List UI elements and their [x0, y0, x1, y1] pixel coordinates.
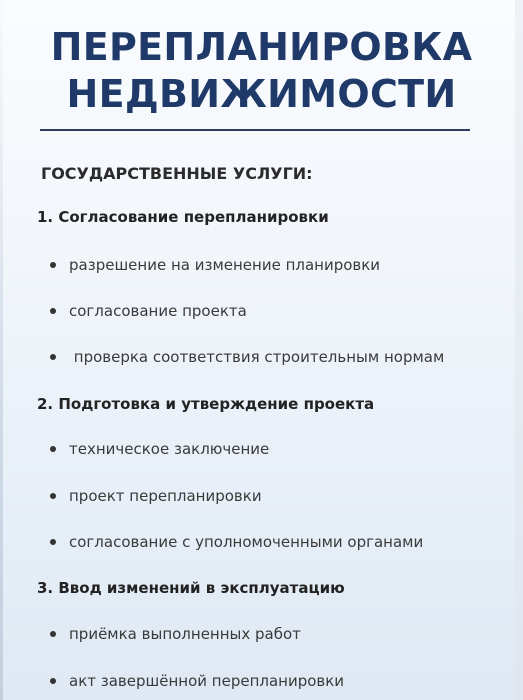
list-item: [50, 346, 444, 368]
list-item: [50, 438, 269, 460]
list-item: [50, 300, 247, 322]
list-item: [50, 670, 344, 692]
bullet-icon: [50, 631, 56, 637]
list-item: [50, 623, 301, 645]
group-title-approval: 1. Согласование перепланировки: [37, 208, 329, 226]
title-line-2: НЕДВИЖИМОСТИ: [66, 72, 457, 116]
title-line-1: ПЕРЕПЛАНИРОВКА: [50, 25, 473, 69]
group-title-commissioning: 3. Ввод изменений в эксплуатацию: [37, 579, 345, 597]
list-item-text: проверка соответствия строительным нормам: [69, 348, 445, 366]
bullet-icon: [50, 539, 56, 545]
list-item-text: разрешение на изменение планировки: [69, 256, 381, 274]
list-item-text: акт завершённой перепланировки: [69, 672, 345, 690]
bullet-icon: [50, 493, 56, 499]
page-title: [0, 24, 523, 118]
list-item: [50, 485, 262, 507]
list-item-text: приёмка выполненных работ: [69, 625, 301, 643]
bullet-icon: [50, 446, 56, 452]
list-item-text: согласование с уполномоченными органами: [69, 533, 424, 551]
group-title-project: 2. Подготовка и утверждение проекта: [37, 395, 375, 413]
list-item-text: техническое заключение: [69, 440, 270, 458]
list-item-text: проект перепланировки: [69, 487, 262, 505]
bullet-icon: [50, 308, 56, 314]
list-item: [50, 531, 423, 553]
bullet-icon: [50, 262, 56, 268]
title-divider: [40, 129, 470, 131]
list-item-text: согласование проекта: [69, 302, 247, 320]
bullet-icon: [50, 354, 56, 360]
bullet-icon: [50, 678, 56, 684]
list-item: [50, 254, 380, 276]
services-heading: ГОСУДАРСТВЕННЫЕ УСЛУГИ:: [41, 164, 313, 183]
